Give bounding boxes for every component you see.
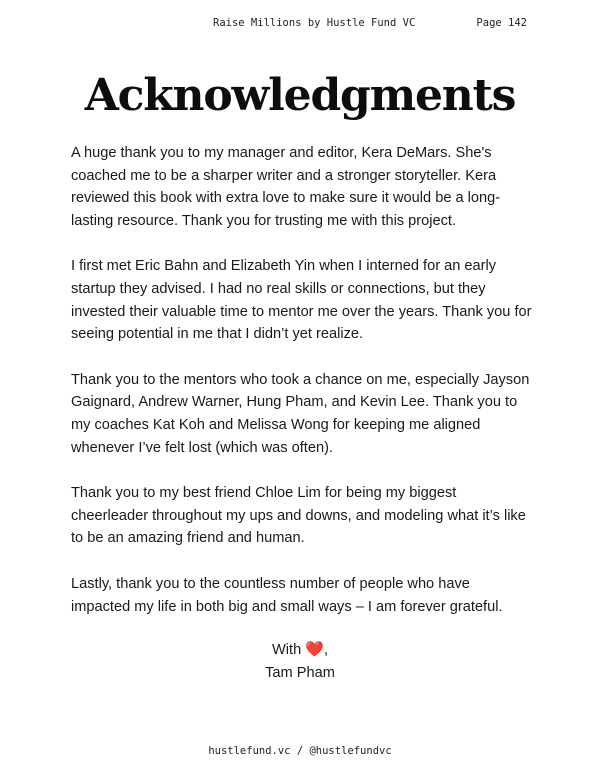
paragraph-4: Thank you to my best friend Chloe Lim for being my biggest cheerleader throughout my ups and downs, and modeling what it’s like to be an amazing friend and human. <box>71 485 526 547</box>
closing-comma: , <box>323 642 328 658</box>
page-footer: hustlefund.vc / @hustlefundvc <box>208 745 392 757</box>
closing-block <box>0 639 600 684</box>
page-number: Page 142 <box>476 17 527 29</box>
page-header <box>0 17 600 33</box>
closing-line <box>0 639 600 662</box>
heart-icon: ❤️ <box>305 641 324 658</box>
closing-with: With <box>272 642 302 658</box>
paragraph-2: I first met Eric Bahn and Elizabeth Yin when I interned for an early startup they advised. I had no real skills or connections, but they invested their valuable time to mentor me over the years. Thank you for seeing potential in me that I didn’t yet realize. <box>71 258 532 343</box>
page-title: Acknowledgments <box>84 70 516 121</box>
paragraph-3: Thank you to the mentors who took a chance on me, especially Jayson Gaignard, Andrew Warner, Hung Pham, and Kevin Lee. Thank you to my coaches Kat Koh and Melissa Wong for keeping me aligned whenever I’ve felt lost (which was often). <box>71 371 530 456</box>
book-title: Raise Millions by Hustle Fund VC <box>213 17 416 29</box>
paragraph-1: A huge thank you to my manager and editor, Kera DeMars. She's coached me to be a sharper writer and a stronger storyteller. Kera reviewed this book with extra love to make sure it would be a long-lasting resource. Thank you for trusting me with this project. <box>71 145 501 229</box>
signature: Tam Pham <box>265 664 335 681</box>
acknowledgments-body <box>71 142 533 641</box>
paragraph-5: Lastly, thank you to the countless number of people who have impacted my life in both big and small ways – I am forever grateful. <box>71 575 503 615</box>
